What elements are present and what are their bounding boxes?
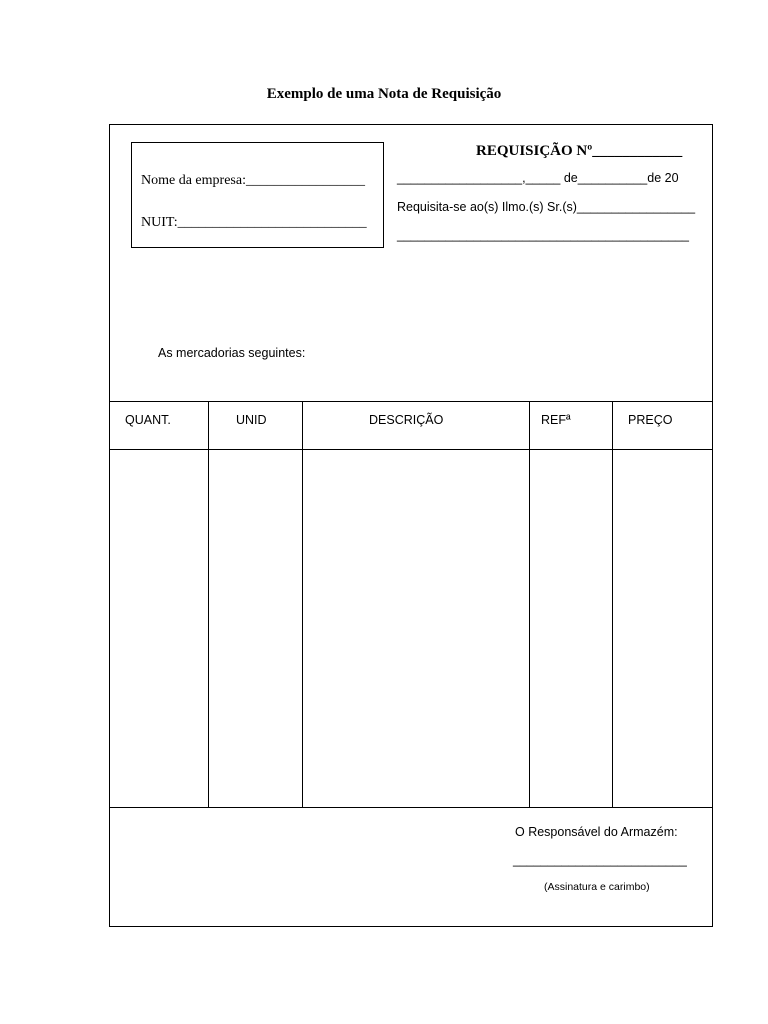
header-unid: UNID — [236, 413, 267, 427]
header-descricao: DESCRIÇÃO — [369, 413, 444, 427]
header-ref: REFª — [541, 413, 571, 427]
signature-line: _________________________ — [513, 853, 687, 867]
company-nuit-field: NUIT:___________________________ — [141, 215, 367, 230]
table-top-border — [109, 401, 713, 402]
column-divider-4 — [612, 401, 613, 807]
company-box — [131, 142, 384, 248]
requested-from-line: Requisita-se ao(s) Ilmo.(s) Sr.(s)_________________ — [397, 200, 696, 214]
column-divider-1 — [208, 401, 209, 807]
header-quant: QUANT. — [125, 413, 171, 427]
header-preco: PREÇO — [628, 413, 673, 427]
page-title: Exemplo de uma Nota de Requisição — [266, 86, 502, 102]
date-line: __________________,_____ de__________de 20 — [397, 171, 679, 185]
column-divider-2 — [302, 401, 303, 807]
table-bottom-border — [109, 807, 713, 808]
blank-line: __________________________________________ — [397, 228, 689, 242]
requisition-number: REQUISIÇÃO Nº____________ — [476, 143, 683, 159]
company-name-field: Nome da empresa:_________________ — [141, 173, 365, 188]
goods-label: As mercadorias seguintes: — [158, 346, 306, 360]
column-divider-3 — [529, 401, 530, 807]
table-header-divider — [109, 449, 713, 450]
signature-note: (Assinatura e carimbo) — [544, 881, 650, 893]
responsible-label: O Responsável do Armazém: — [515, 825, 678, 839]
